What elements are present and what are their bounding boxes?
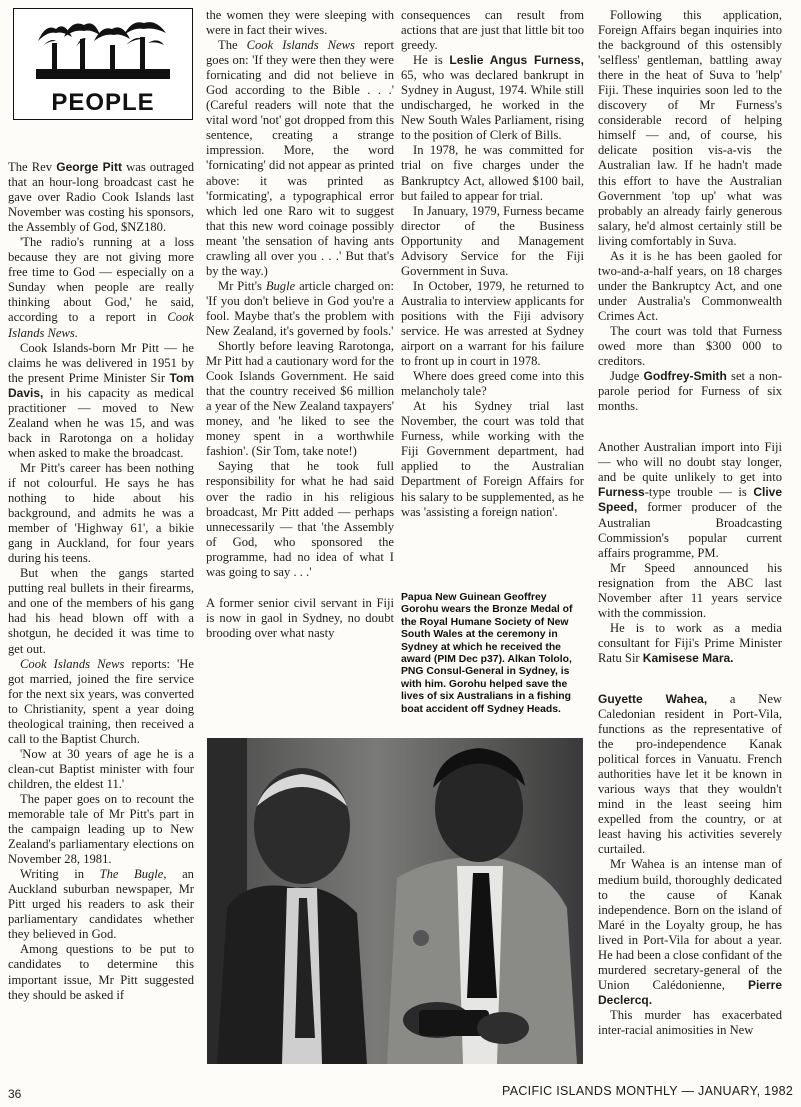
section-title: PEOPLE [51,89,155,116]
paragraph: the women they were sleeping with were in fact their wives. [206,8,394,38]
paragraph: The court was told that Furness owed more than $300 000 to creditors. [598,323,782,369]
paragraph: Writing in The Bugle, an Auckland suburban newspaper, Mr Pitt urged his readers to ask their parliamentary candidates whether they believed in God. [8,867,194,942]
photo-caption: Papua New Guinean Geoffrey Gorohu wears the Bronze Medal of the Royal Humane Society of New South Wales at the ceremony in Sydney at which he received the award (PIM Dec p37). Alkan Tololo, PNG Consul-General in Sydney, is with him. Gorohu helped save the lives of six Australians in a fishing boat accident off Sydney Heads. [401,592,573,715]
paragraph: Shortly before leaving Rarotonga, Mr Pitt had a cautionary word for the Cook Islands Government. He said that the country received $6 million a year of the New Zealand taxpayers' money, and 'he liked to see the money spent in a worthwhile fashion'. (Sir Tom, take note!) [206,339,394,459]
paragraph: In 1978, he was committed for trial on five charges under the Bankruptcy Act, allowed $100 bail, but failed to appear for trial. [401,143,584,203]
paragraph: He is Leslie Angus Furness, 65, who was declared bankrupt in Sydney in August, 1974. While still undischarged, he worked in the New South Wales Parliament, rising to the position of Clerk of Bills. [401,53,584,143]
paragraph: Mr Pitt's Bugle article charged on: 'If you don't believe in God you're a fool. Maybe that's the problem with New Zealand, it's governed by fools.' [206,278,394,338]
paragraph: The Rev George Pitt was outraged that an hour-long broadcast cast he gave over Radio Cook Islands last November was costing his sponsors, the Assembly of God, $NZ180. [8,160,194,235]
photo-image [207,738,583,1064]
paragraph: Cook Islands-born Mr Pitt — he claims he was delivered in 1951 by the present Prime Minister Sir Tom Davis, in his capacity as medical practitioner — moved to New Zealand when he was 15, and was back in Rarotonga on a holiday when asked to make the broadcast. [8,340,194,460]
paragraph: 'The radio's running at a loss because they are not giving more free time to God — especially on a Sunday when people are really thinking about God,' he said, according to a report in Cook Islands News. [8,235,194,340]
paragraph: Mr Pitt's career has been nothing if not colourful. He says he has nothing to hide about his background, and admits he was a member of 'Highway 61', a bikie gang in Auckland, for four years during his teens. [8,460,194,566]
paragraph: Among questions to be put to candidates to determine this important issue, Mr Pitt suggested they should be asked if [8,942,194,1002]
photo [207,738,583,1064]
paragraph: But when the gangs started putting real bullets in their firearms, and one of the members of his gang had his head blown off with a shotgun, he decided it was time to get out. [8,566,194,656]
running-footer: PACIFIC ISLANDS MONTHLY — JANUARY, 1982 [502,1084,794,1098]
paragraph: The paper goes on to recount the memorable tale of Mr Pitt's part in the campaign leading up to New Zealand's parliamentary elections on November 28, 1981. [8,791,194,867]
paragraph: In January, 1979, Furness became director of the Business Opportunity and Management Advisory Service for the Fiji Government in Suva. [401,203,584,278]
paragraph: At his Sydney trial last November, the court was told that Furness, while working with the Fiji Government department, had applied to the Australian Department of Foreign Affairs for his salary to be supplemented, as he was 'assisting a foreign nation'. [401,399,584,519]
paragraph: The Cook Islands News report goes on: 'If they were then they were fornicating and did not believe in God according to the Bible . . .' (Careful readers will note that the vital word 'not' got dropped from this sentence, creating a strange impression. More, the word 'fornicating' did not appear as printed above: it was printed as 'formicating', a typographical error which led one Raro wit to suggest that this new word coinage possibly meant 'the sensation of having ants crawling all over you . . .' But that's by the way.) [206,38,395,278]
paragraph: As it is he has been gaoled for two-and-a-half years, on 18 charges under the Bankruptcy Act, and one under Australia's Commonwealth Crimes Act. [598,248,782,323]
paragraph: Saying that he took full responsibility for what he had said over the radio in his religious broadcast, Mr Pitt added — perhaps unnecessarily — that 'the Assembly of God, who sponsored the programme, had no idea of what I was going to say . . .' [206,459,394,579]
article-column-3 [401,8,584,520]
paragraph: Cook Islands News reports: 'He got married, joined the fire service for the next six years, was converted to Christianity, spent a year doing theological training, then received a call to the Baptist Church. [8,656,194,746]
paragraph: Another Australian import into Fiji — who will no doubt stay longer, and be quite unlikely to get into Furness-type trouble — is Clive Speed, former producer of the Australian Broadcasting Commission's popular current affairs programme, PM. [598,440,782,560]
paragraph: Judge Godfrey-Smith set a non-parole period for Furness of six months. [598,369,783,414]
article-column-1 [8,160,194,1003]
article-column-2 [206,8,394,641]
paragraph: Where does greed come into this melancholy tale? [401,369,584,399]
paragraph: consequences can result from actions that are just that little bit too greedy. [401,8,584,53]
paragraph: In October, 1979, he returned to Australia to interview applicants for positions with the Fiji advisory service. He was arrested at Sydney airport on a warrant for his failure to front up in court in 1978. [401,278,584,369]
article-column-4 [598,8,782,1038]
page-number: 36 [8,1087,22,1101]
palm-trees-icon [36,19,170,83]
paragraph: A former senior civil servant in Fiji is now in gaol in Sydney, no doubt brooding over what nasty [206,595,394,640]
paragraph: Following this application, Foreign Affairs began inquiries into the background of this ostensibly 'selfless' gentleman, battling away there in the heat of Suva to 'help' Fiji. These inquiries soon led to the discovery of Mr Furness's considerable record of helping himself — and, of course, his delicate position vis-a-vis the Australian law. If he hadn't made this effort to have the Australian Government 'top up' what was probably an already fairly generous salary, he'd almost certainly still be living comfortably in Suva. [598,8,782,248]
paragraph: Mr Wahea is an intense man of medium build, thoroughly dedicated to the cause of Kanak independence. Born on the island of Maré in the Loyalty group, he has lived in Port-Vila for about a year. He had been a close confidant of the murdered secretary-general of the Union Calédonienne, Pierre Declercq. [598,857,782,1007]
paragraph: 'Now at 30 years of age he is a clean-cut Baptist minister with four children, the eldest 11.' [8,746,194,791]
paragraph: Mr Speed announced his resignation from the ABC last November after 11 years service with the commission. [598,560,782,620]
paragraph: Guyette Wahea, a New Caledonian resident in Port-Vila, functions as the representative of the pro-independence Kanak political forces in Vanuatu. French authorities have let it be known in various ways that they wouldn't mind in the least seeing him expelled from the country, or at least having his activities severely curtailed. [598,691,783,857]
paragraph: This murder has exacerbated inter-racial animosities in New [598,1007,782,1037]
section-logo [13,8,193,120]
paragraph: He is to work as a media consultant for Fiji's Prime Minister Ratu Sir Kamisese Mara. [598,620,782,665]
